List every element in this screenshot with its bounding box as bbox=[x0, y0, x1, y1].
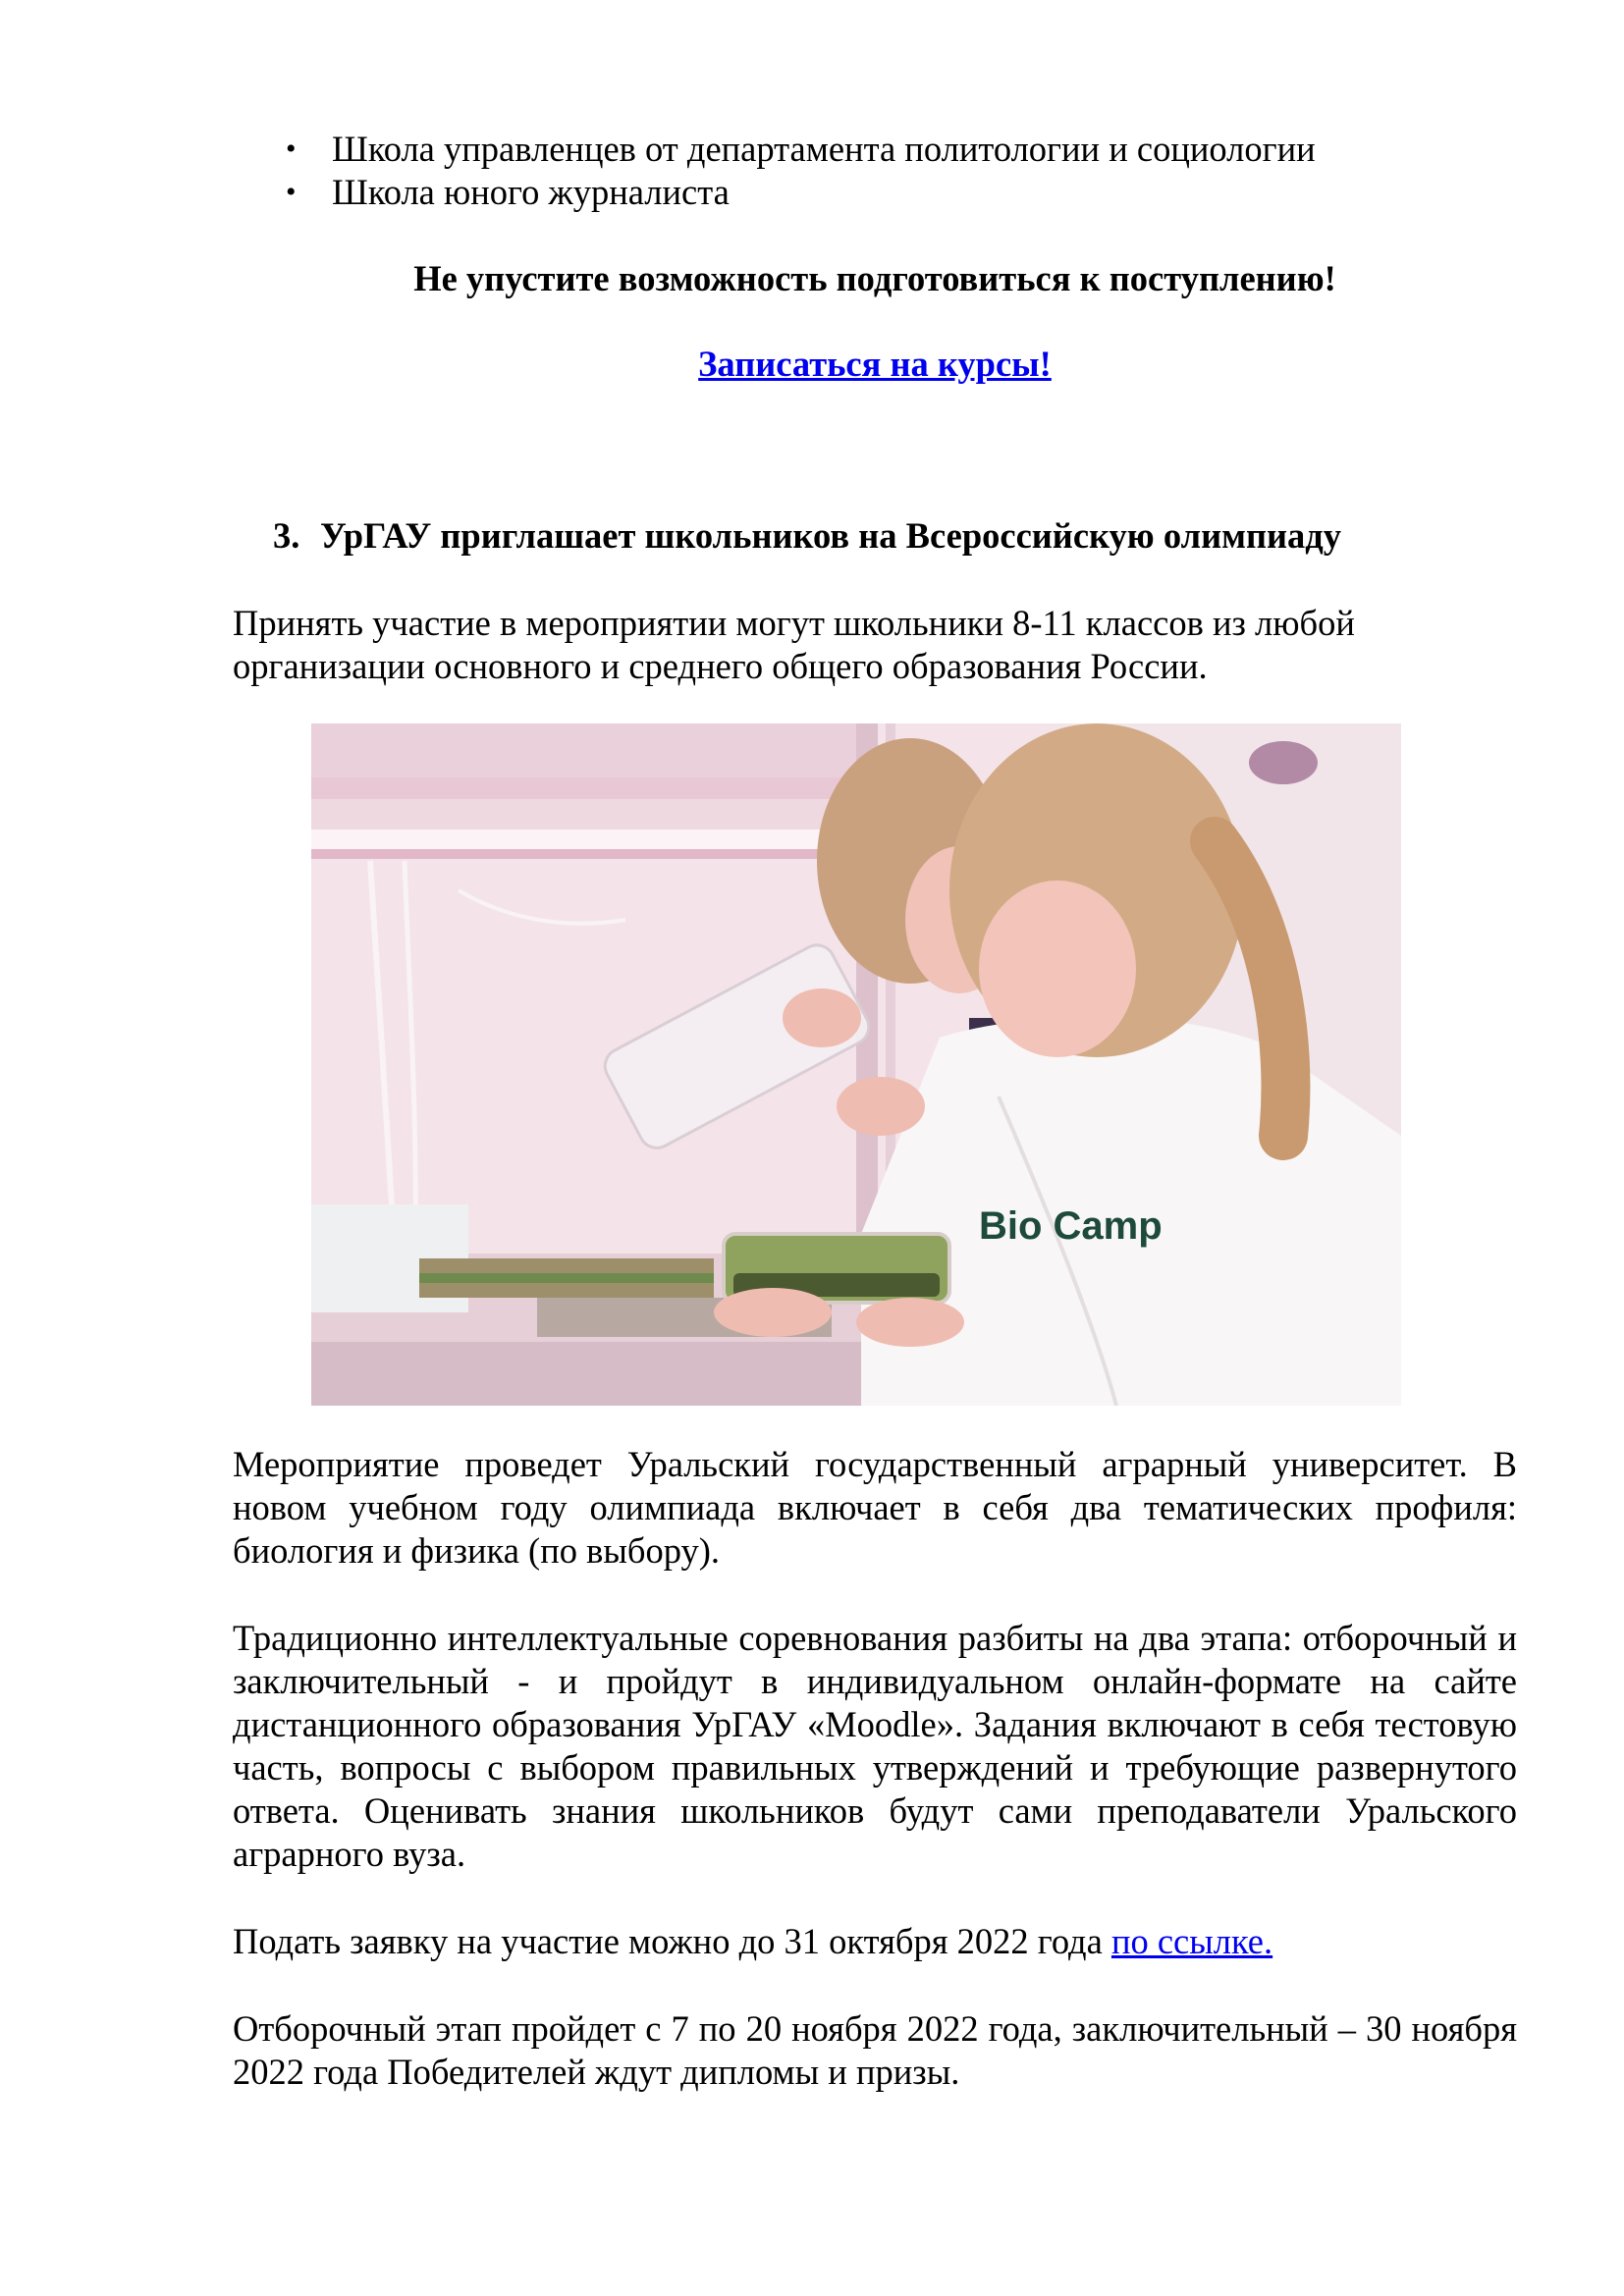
list-item-text: Школа управленцев от департамента политологии и социологии bbox=[332, 129, 1316, 169]
section-heading bbox=[233, 514, 1517, 558]
organizer-paragraph: Мероприятие проведет Уральский государственный аграрный университет. В новом учебном году олимпиада включает в себя два тематических профиля: биология и физика (по выбору). bbox=[233, 1444, 1517, 1571]
students-lab-photo bbox=[311, 723, 1401, 1406]
section-title: УрГАУ приглашает школьников на Всероссийскую олимпиаду bbox=[320, 515, 1341, 556]
enroll-courses-link[interactable]: Записаться на курсы! bbox=[698, 344, 1052, 384]
apply-link[interactable]: по ссылке. bbox=[1110, 1921, 1273, 1961]
apply-text: Подать заявку на участие можно до 31 октября 2022 года bbox=[233, 1921, 1111, 1961]
document-content bbox=[233, 128, 1517, 2094]
list-item-text: Школа юного журналиста bbox=[332, 172, 730, 212]
section-number: 3. bbox=[273, 515, 300, 556]
bullet-icon: • bbox=[286, 133, 297, 165]
intro-paragraph: Принять участие в мероприятии могут школьники 8-11 классов из любой организации основного и среднего общего образования России. bbox=[233, 603, 1355, 686]
bullet-list bbox=[233, 128, 1517, 214]
bullet-icon: • bbox=[286, 176, 297, 208]
schedule-paragraph: Отборочный этап пройдет с 7 по 20 ноября 2022 года, заключительный – 30 ноября 2022 года Победителей ждут дипломы и призы. bbox=[233, 2008, 1517, 2092]
apply-paragraph bbox=[233, 1920, 1517, 1963]
cta-link-container bbox=[233, 343, 1517, 386]
list-item bbox=[233, 171, 1517, 214]
apron-logo-text: Bio Camp bbox=[979, 1204, 1163, 1248]
list-item bbox=[233, 128, 1517, 171]
photo-illustration bbox=[311, 723, 1401, 1406]
format-paragraph: Традиционно интеллектуальные соревнования разбиты на два этапа: отборочный и заключительный - и пройдут в индивидуальном онлайн-формате на сайте дистанционного образования УрГАУ «Moodle». Задания включают в себя тестовую часть, вопросы с выбором правильных утверждений и требующие развернутого ответа. Оценивать знания школьников будут сами преподаватели Уральского аграрного вуза. bbox=[233, 1618, 1517, 1874]
cta-heading: Не упустите возможность подготовиться к поступлению! bbox=[413, 258, 1336, 298]
